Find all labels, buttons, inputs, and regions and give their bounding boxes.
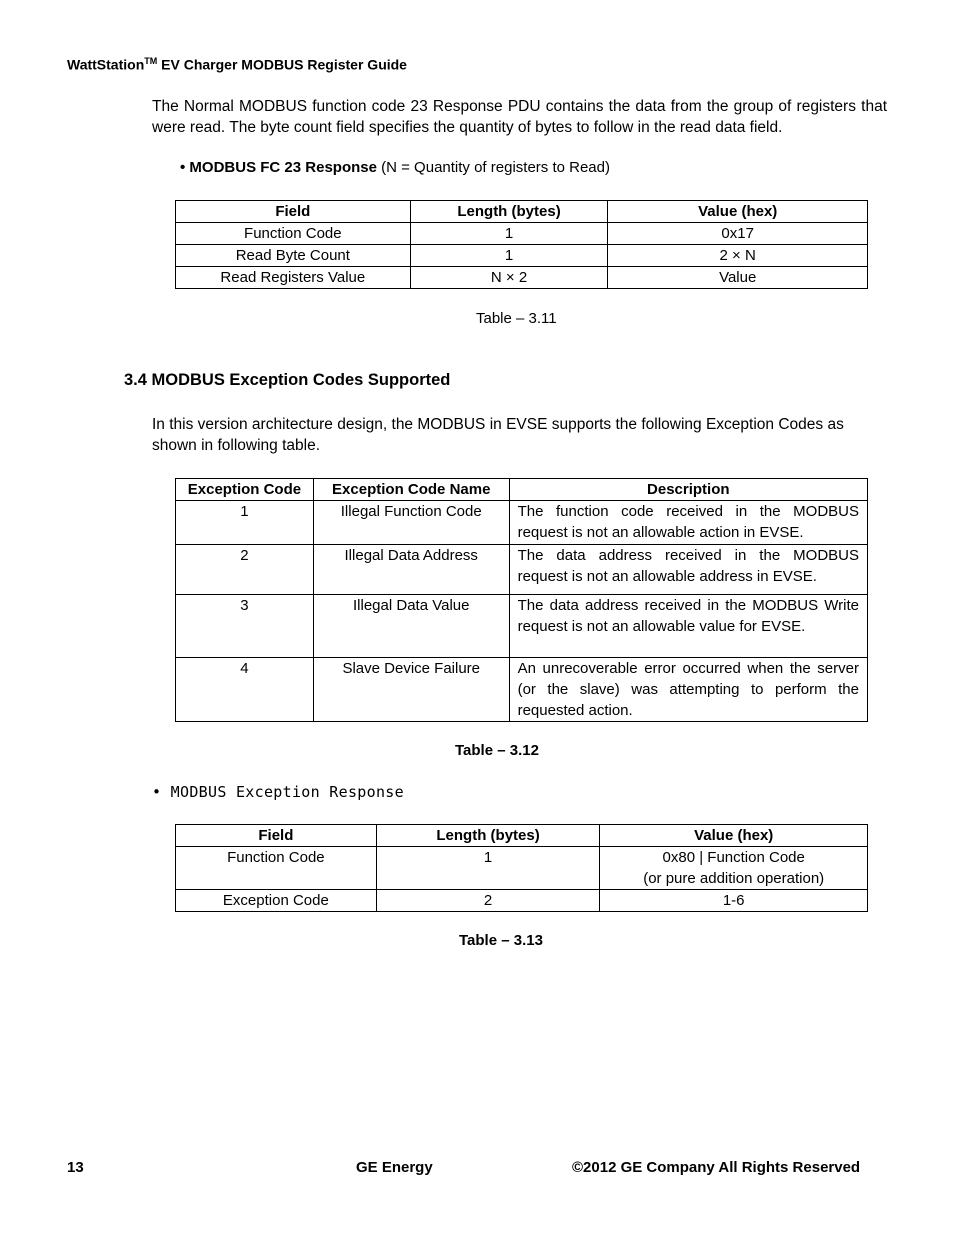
table-header-cell: Value (hex) <box>600 825 868 847</box>
table-cell: The function code received in the MODBUS request is not an allowable action in EVSE. <box>509 501 867 545</box>
fc23-bullet-note: (N = Quantity of registers to Read) <box>376 159 610 176</box>
table-cell: 2 × N <box>608 245 868 267</box>
table-header-cell: Length (bytes) <box>410 201 608 223</box>
table-header-row <box>176 825 868 847</box>
fc23-bullet-bold: • MODBUS FC 23 Response <box>180 159 377 176</box>
table-caption-3-13: Table – 3.13 <box>459 932 543 949</box>
table-header-row <box>176 201 868 223</box>
table-cell: Function Code <box>176 847 377 890</box>
table-cell: Illegal Function Code <box>313 501 509 545</box>
table-row <box>176 267 868 289</box>
value-line: 0x80 | Function Code <box>662 849 805 866</box>
table-cell: 3 <box>176 595 314 658</box>
table-cell: 1 <box>176 501 314 545</box>
table-cell: 1 <box>376 847 600 890</box>
page-number: 13 <box>67 1159 84 1176</box>
table-cell: Illegal Data Address <box>313 545 509 595</box>
table-cell: Function Code <box>176 223 411 245</box>
exception-response-bullet: • MODBUS Exception Response <box>152 783 404 801</box>
header-title-rest: EV Charger MODBUS Register Guide <box>157 56 407 73</box>
table-caption-3-11: Table – 3.11 <box>476 310 557 327</box>
intro-paragraph: The Normal MODBUS function code 23 Response PDU contains the data from the group of registers that were read. The byte count field specifies the quantity of bytes to follow in the read data field. <box>152 98 887 136</box>
table-header-cell: Length (bytes) <box>376 825 600 847</box>
table-row <box>176 847 868 890</box>
section-paragraph: In this version architecture design, the MODBUS in EVSE supports the following Exception Codes as shown in following table. <box>152 416 844 454</box>
value-line: (or pure addition operation) <box>643 870 825 887</box>
table-cell: An unrecoverable error occurred when the server (or the slave) was attempting to perform the requested action. <box>509 658 867 722</box>
table-cell: 0x17 <box>608 223 868 245</box>
footer-copyright: ©2012 GE Company All Rights Reserved <box>572 1159 861 1176</box>
table-cell: 1-6 <box>600 890 868 912</box>
table-header-cell: Value (hex) <box>608 201 868 223</box>
table-header-cell: Exception Code <box>176 479 314 501</box>
table-header-cell: Field <box>176 825 377 847</box>
table-cell: 1 <box>410 223 608 245</box>
section-heading: 3.4 MODBUS Exception Codes Supported <box>124 371 451 389</box>
table-cell: 2 <box>376 890 600 912</box>
table-row <box>176 501 868 545</box>
table-header-cell: Field <box>176 201 411 223</box>
fc23-response-table <box>175 200 868 289</box>
table-row <box>176 223 868 245</box>
table-header-cell: Exception Code Name <box>313 479 509 501</box>
table-row <box>176 245 868 267</box>
table-header-row <box>176 479 868 501</box>
exception-response-table <box>175 824 868 912</box>
trademark-mark: TM <box>144 56 158 66</box>
table-cell: Value <box>608 267 868 289</box>
table-row <box>176 595 868 658</box>
table-row <box>176 545 868 595</box>
header-title-main: WattStation <box>67 56 145 73</box>
table-cell: 4 <box>176 658 314 722</box>
table-cell: N × 2 <box>410 267 608 289</box>
table-cell: Illegal Data Value <box>313 595 509 658</box>
fc23-response-bullet <box>180 159 610 176</box>
table-row <box>176 658 868 722</box>
table-row <box>176 890 868 912</box>
footer-company: GE Energy <box>356 1159 433 1176</box>
table-cell: 1 <box>410 245 608 267</box>
running-header <box>67 56 407 73</box>
table-cell: The data address received in the MODBUS Write request is not an allowable value for EVSE. <box>509 595 867 658</box>
table-cell: 2 <box>176 545 314 595</box>
table-cell <box>600 847 868 890</box>
exception-codes-table <box>175 478 868 722</box>
table-cell: Read Byte Count <box>176 245 411 267</box>
table-caption-3-12: Table – 3.12 <box>455 742 539 759</box>
table-cell: Read Registers Value <box>176 267 411 289</box>
table-cell: Exception Code <box>176 890 377 912</box>
table-header-cell: Description <box>509 479 867 501</box>
table-cell: Slave Device Failure <box>313 658 509 722</box>
table-cell: The data address received in the MODBUS request is not an allowable address in EVSE. <box>509 545 867 595</box>
